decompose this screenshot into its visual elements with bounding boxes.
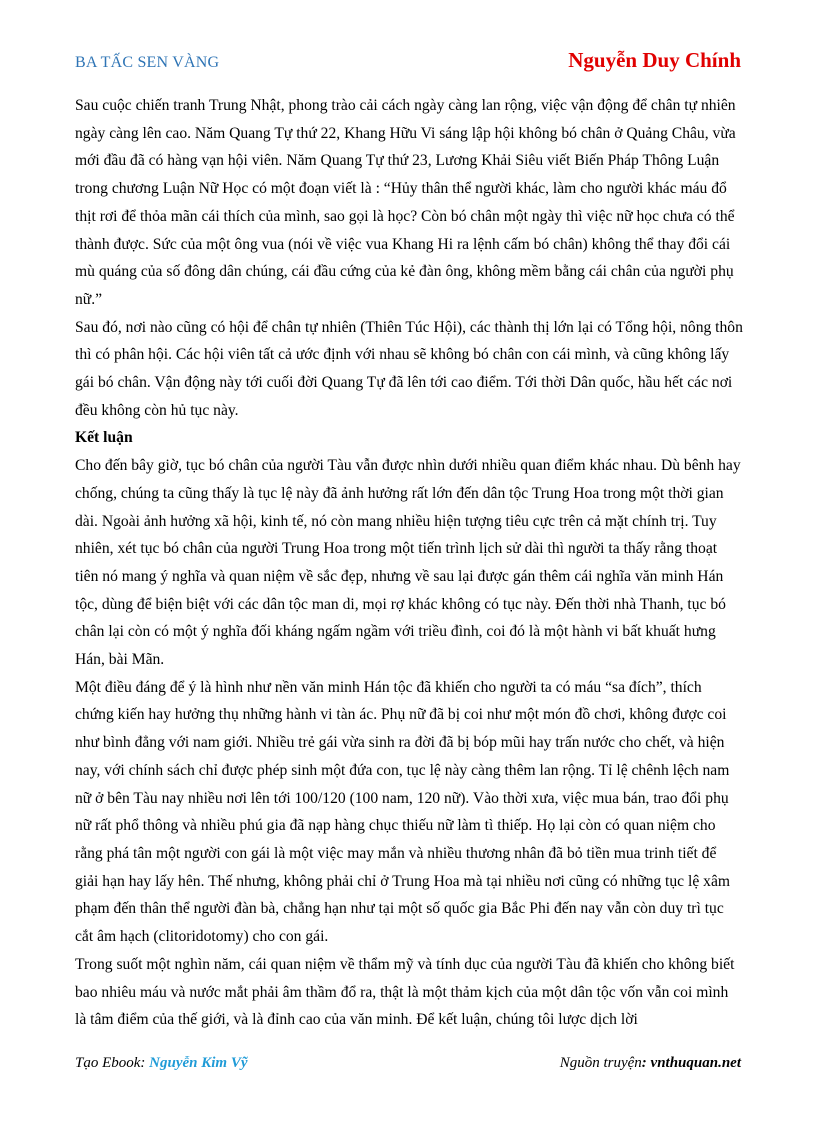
ebook-separator: :: [140, 1055, 150, 1071]
source-credit: [560, 1055, 741, 1072]
source-site: vnthuquan.net: [650, 1055, 741, 1071]
ebook-credit: [75, 1055, 248, 1072]
page-body: [75, 92, 743, 1034]
page-header: [75, 48, 741, 78]
ebook-label: Tạo Ebook: [75, 1055, 141, 1071]
paragraph-1: Sau cuộc chiến tranh Trung Nhật, phong trào cải cách ngày càng lan rộng, việc vận động để chân tự nhiên ngày càng lên cao. Năm Quang Tự thứ 22, Khang Hữu Vi sáng lập hội không bó chân ở Quảng Châu, vừa mới đầu đã có hàng vạn hội viên. Năm Quang Tự thứ 23, Lương Khải Siêu viết Biến Pháp Thông Luận trong chương Luận Nữ Học có một đoạn viết là : “Hủy thân thể người khác, làm cho người khác máu đổ thịt rơi để thỏa mãn cái thích của mình, sao gọi là học? Còn bó chân một ngày thì việc nữ học chưa có thể thành được. Sức của một ông vua (nói về việc vua Khang Hi ra lệnh cấm bó chân) không thể thay đổi cái mù quáng của số đông dân chúng, cái đầu cứng của kẻ đàn ông, không mềm bằng cái chân của người phụ nữ.”: [75, 97, 736, 308]
book-title: BA TẤC SEN VÀNG: [75, 54, 220, 71]
section-heading: Kết luận: [75, 429, 133, 447]
source-separator: :: [641, 1055, 651, 1071]
paragraph-3: Cho đến bây giờ, tục bó chân của người Tàu vẫn được nhìn dưới nhiều quan điểm khác nhau. Dù bênh hay chống, chúng ta cũng thấy là tục lệ này đã ảnh hưởng rất lớn đến dân tộc Trung Hoa trong một thời gian dài. Ngoài ảnh hưởng xã hội, kinh tế, nó còn mang nhiều hiện tượng tiêu cực trên cả mặt chính trị. Tuy nhiên, xét tục bó chân của người Trung Hoa trong một tiến trình lịch sử dài thì người ta thấy rằng thoạt tiên nó mang ý nghĩa và quan niệm về sắc đẹp, nhưng về sau lại được gán thêm cái nghĩa văn minh Hán tộc, dùng để biện biệt với các dân tộc man di, mọi rợ khác không có tục này. Đến thời nhà Thanh, tục bó chân lại còn có một ý nghĩa đối kháng ngấm ngầm với triều đình, coi đó là một hành vi bất khuất hưng Hán, bài Mãn.: [75, 457, 741, 669]
paragraph-2: Sau đó, nơi nào cũng có hội để chân tự nhiên (Thiên Túc Hội), các thành thị lớn lại có Tổng hội, nông thôn thì có phân hội. Các hội viên tất cả ước định với nhau sẽ không bó chân con cái mình, và cũng không lấy gái bó chân. Vận động này tới cuối đời Quang Tự đã lên tới cao điểm. Tới thời Dân quốc, hầu hết các nơi đều không còn hủ tục này.: [75, 318, 743, 419]
paragraph-4: Một điều đáng để ý là hình như nền văn minh Hán tộc đã khiến cho người ta có máu “sa đích”, thích chứng kiến hay hưởng thụ những hành vi tàn ác. Phụ nữ đã bị coi như một món đồ chơi, không được coi như bình đẳng với nam giới. Nhiều trẻ gái vừa sinh ra đời đã bị bóp mũi hay trấn nước cho chết, và hiện nay, với chính sách chỉ được phép sinh một đứa con, tục lệ này càng thêm lan rộng. Tỉ lệ chênh lệch nam nữ ở bên Tàu nay nhiều nơi lên tới 100/120 (100 nam, 120 nữ). Vào thời xưa, việc mua bán, trao đổi phụ nữ rất phổ thông và nhiều phú gia đã nạp hàng chục thiếu nữ làm tì thiếp. Họ lại còn có quan niệm cho rằng phá tân một người con gái là một việc may mắn và nhiều thương nhân đã bỏ tiền mua trinh tiết để giải hạn hay lấy hên. Thế nhưng, không phải chỉ ở Trung Hoa mà tại nhiều nơi cũng có những tục lệ xâm phạm đến thân thể người đàn bà, chẳng hạn như tại một số quốc gia Bắc Phi đến nay vẫn còn duy trì tục cắt âm hạch (clitoridotomy) cho con gái.: [75, 678, 731, 946]
paragraph-5: Trong suốt một nghìn năm, cái quan niệm về thẩm mỹ và tính dục của người Tàu đã khiến cho không biết bao nhiêu máu và nước mắt phải âm thầm đổ ra, thật là một thảm kịch của một dân tộc vốn vẫn coi mình là tâm điểm của thế giới, và là đỉnh cao của văn minh. Để kết luận, chúng tôi lược dịch lời: [75, 955, 735, 1029]
page-footer: [75, 1055, 741, 1077]
ebook-creator: Nguyễn Kim Vỹ: [149, 1055, 248, 1071]
source-label: Nguồn truyện: [559, 1055, 642, 1071]
author-name: Nguyễn Duy Chính: [568, 48, 741, 72]
